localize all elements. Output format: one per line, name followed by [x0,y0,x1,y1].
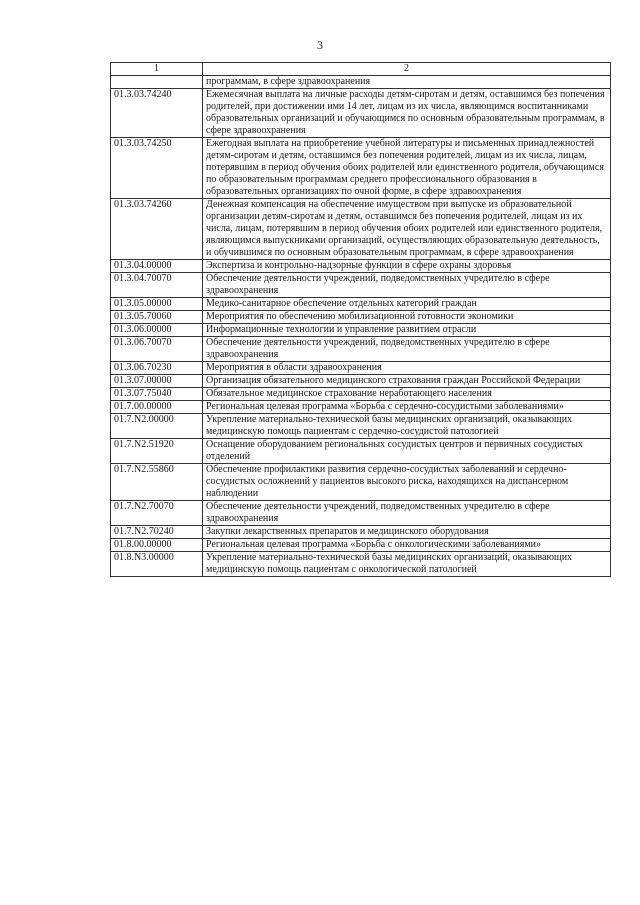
table-row [111,260,611,273]
row-description: Организация обязательного медицинского страхования граждан Российской Федерации [203,375,611,388]
row-code: 01.3.07.75040 [111,388,203,401]
row-description: Региональная целевая программа «Борьба с онкологическими заболеваниями» [203,539,611,552]
row-code: 01.3.06.00000 [111,324,203,337]
table-row [111,539,611,552]
row-code [111,76,203,89]
table-row [111,76,611,89]
table-row [111,311,611,324]
table-row [111,337,611,362]
row-description: Информационные технологии и управление развитием отрасли [203,324,611,337]
row-description: Оснащение оборудованием региональных сосудистых центров и первичных сосудистых отделений [203,439,611,464]
table-row [111,138,611,199]
row-code: 01.3.06.70230 [111,362,203,375]
column-header-2: 2 [203,63,611,76]
table-row [111,298,611,311]
row-description: Обеспечение деятельности учреждений, подведомственных учредителю в сфере здравоохранения [203,337,611,362]
row-code: 01.3.06.70070 [111,337,203,362]
table-row [111,439,611,464]
row-description: Обязательное медицинское страхование неработающего населения [203,388,611,401]
table-row [111,526,611,539]
table-row [111,324,611,337]
table-row [111,89,611,138]
row-description: Обеспечение деятельности учреждений, подведомственных учредителю в сфере здравоохранения [203,273,611,298]
row-description: Денежная компенсация на обеспечение имуществом при выпуске из образовательной организации детям-сиротам и детям, оставшимся без попечения родителей, лицам из их числа, лицам, потерявшим в период обучения обоих родителей или единственного родителя, являющимся выпускниками организаций, осуществляющих образовательную деятельность, и обучившимся по основным образовательным программам, в сфере здравоохранения [203,199,611,260]
table-row [111,464,611,501]
column-header-1: 1 [111,63,203,76]
row-code: 01.7.N2.70240 [111,526,203,539]
row-code: 01.7.N2.51920 [111,439,203,464]
row-description: Укрепление материально-технической базы медицинских организаций, оказывающих медицинскую помощь пациентам с онкологической патологией [203,552,611,577]
row-code: 01.7.N2.00000 [111,414,203,439]
row-code: 01.7.00.00000 [111,401,203,414]
row-description: Укрепление материально-технической базы медицинских организаций, оказывающих медицинскую помощь пациентам с сердечно-сосудистой патологией [203,414,611,439]
table-row [111,501,611,526]
table-row [111,375,611,388]
table-row [111,414,611,439]
row-code: 01.3.03.74250 [111,138,203,199]
row-description: Обеспечение профилактики развития сердечно-сосудистых заболеваний и сердечно-сосудистых осложнений у пациентов высокого риска, находящихся на диспансерном наблюдении [203,464,611,501]
row-code: 01.3.05.00000 [111,298,203,311]
table-header-row [111,63,611,76]
row-code: 01.3.05.70060 [111,311,203,324]
row-description: Мероприятия в области здравоохранения [203,362,611,375]
row-code: 01.3.04.70070 [111,273,203,298]
row-code: 01.7.N2.55860 [111,464,203,501]
row-code: 01.7.N2.70070 [111,501,203,526]
table-row [111,273,611,298]
row-code: 01.3.03.74260 [111,199,203,260]
row-description: Региональная целевая программа «Борьба с сердечно-сосудистыми заболеваниями» [203,401,611,414]
table-row [111,388,611,401]
budget-classification-table [110,62,611,577]
row-code: 01.3.04.00000 [111,260,203,273]
table-body [111,63,611,577]
page-number: 3 [317,38,323,52]
row-code: 01.8.00.00000 [111,539,203,552]
table-row [111,362,611,375]
row-description: Обеспечение деятельности учреждений, подведомственных учредителю в сфере здравоохранения [203,501,611,526]
row-description: Мероприятия по обеспечению мобилизационной готовности экономики [203,311,611,324]
row-code: 01.3.03.74240 [111,89,203,138]
row-code: 01.8.N3.00000 [111,552,203,577]
row-description: программам, в сфере здравоохранения [203,76,611,89]
table-row [111,199,611,260]
row-description: Ежегодная выплата на приобретение учебной литературы и письменных принадлежностей детям-сиротам и детям, оставшимся без попечения родителей, лицам из их числа, лицам, потерявшим в период обучения обоих родителей или единственного родителя, обучающимся по образовательным программам среднего профессионального образования в образовательных организациях по очной форме, в сфере здравоохранения [203,138,611,199]
row-description: Экспертиза и контрольно-надзорные функции в сфере охраны здоровья [203,260,611,273]
row-description: Закупки лекарственных препаратов и медицинского оборудования [203,526,611,539]
row-code: 01.3.07.00000 [111,375,203,388]
row-description: Ежемесячная выплата на личные расходы детям-сиротам и детям, оставшимся без попечения родителей, при достижении ими 14 лет, лицам из их числа, являющимся воспитанниками образовательных организаций и обучающимся по основным образовательным программам, в сфере здравоохранения [203,89,611,138]
table-row [111,552,611,577]
row-description: Медико-санитарное обеспечение отдельных категорий граждан [203,298,611,311]
table-row [111,401,611,414]
